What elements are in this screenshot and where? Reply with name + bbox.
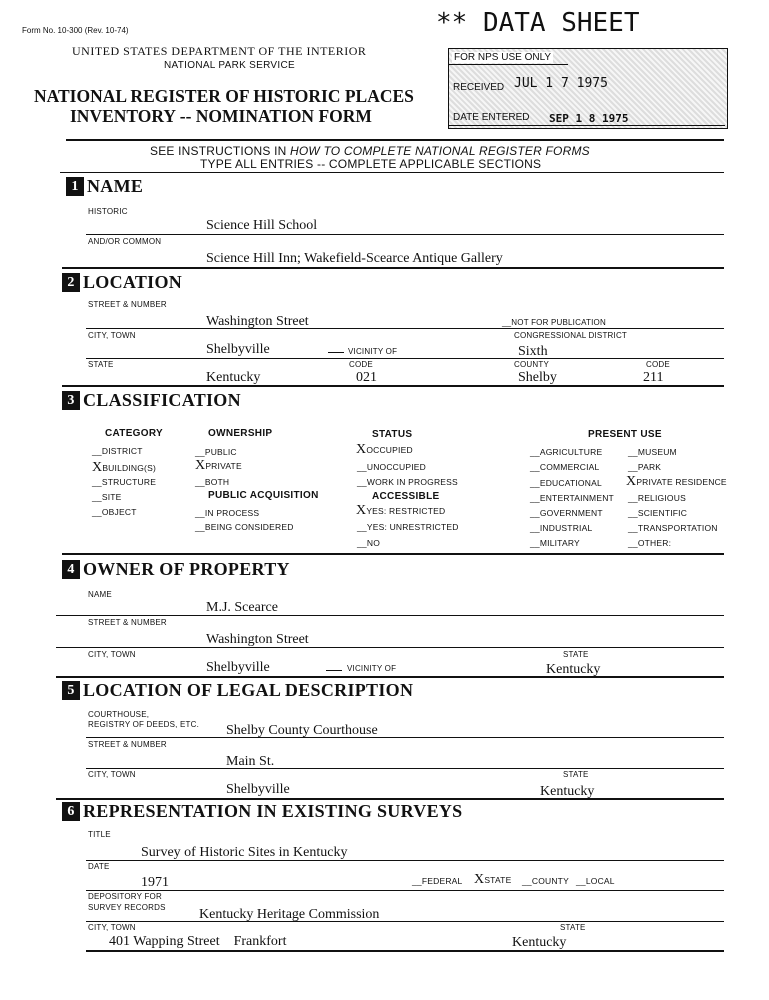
category-buildings[interactable]: XBUILDING(S) — [92, 460, 156, 475]
use-religious[interactable]: __RELIGIOUS — [628, 493, 686, 503]
use-educational[interactable]: __EDUCATIONAL — [530, 478, 602, 488]
private-residence-checkmark: X — [626, 474, 637, 489]
code-label: CODE — [349, 360, 373, 369]
owner-vicinity-label: VICINITY OF — [347, 664, 397, 673]
owner-state-label: STATE — [563, 650, 589, 659]
owner-vicinity-blank — [326, 660, 342, 671]
city-label: CITY, TOWN — [88, 331, 136, 340]
present-use-heading: PRESENT USE — [588, 429, 662, 440]
header-divider — [66, 139, 724, 141]
received-date: JUL 1 7 1975 — [514, 76, 608, 91]
use-industrial[interactable]: __INDUSTRIAL — [530, 523, 593, 533]
owner-street-label: STREET & NUMBER — [88, 618, 167, 627]
owner-name-label: NAME — [88, 590, 112, 599]
private-checkmark: X — [195, 458, 206, 473]
instructions-divider — [60, 172, 724, 173]
status-unoccupied[interactable]: __UNOCCUPIED — [357, 462, 426, 472]
county-label: COUNTY — [514, 360, 549, 369]
form-number: Form No. 10-300 (Rev. 10-74) — [22, 26, 129, 35]
accessible-unrestricted[interactable]: __YES: UNRESTRICTED — [357, 522, 459, 532]
county-value: Shelby — [518, 370, 557, 385]
survey-county[interactable]: __COUNTY — [522, 876, 569, 886]
status-heading: STATUS — [372, 429, 413, 440]
county-code-label: CODE — [646, 360, 670, 369]
status-occupied[interactable]: XOCCUPIED — [356, 442, 413, 457]
accessible-no[interactable]: __NO — [357, 538, 381, 548]
category-structure[interactable]: __STRUCTURE — [92, 477, 157, 487]
ownership-both[interactable]: __BOTH — [195, 477, 230, 487]
use-military[interactable]: __MILITARY — [530, 538, 580, 548]
county-code-value: 211 — [643, 370, 664, 385]
street-label: STREET & NUMBER — [88, 300, 167, 309]
restricted-checkmark: X — [356, 503, 367, 518]
legal-street-label: STREET & NUMBER — [88, 740, 167, 749]
street-value: Washington Street — [206, 314, 309, 329]
survey-date-label: DATE — [88, 862, 110, 871]
state-value: Kentucky — [206, 370, 261, 385]
use-commercial[interactable]: __COMMERCIAL — [530, 462, 600, 472]
registry-label: REGISTRY OF DEEDS, ETC. — [88, 720, 199, 729]
section-3-heading: 3 CLASSIFICATION — [62, 390, 241, 411]
use-other[interactable]: __OTHER: — [628, 538, 672, 548]
depository-label-2: SURVEY RECORDS — [88, 903, 166, 912]
ownership-private[interactable]: XPRIVATE — [195, 458, 242, 473]
section-5-divider — [56, 798, 724, 800]
state-checkmark: X — [474, 872, 485, 887]
legal-city-label: CITY, TOWN — [88, 770, 136, 779]
survey-state-label: STATE — [560, 923, 586, 932]
owner-city-label: CITY, TOWN — [88, 650, 136, 659]
legal-state-value: Kentucky — [540, 784, 595, 799]
vicinity-label: VICINITY OF — [348, 347, 398, 356]
nps-divider — [448, 64, 568, 65]
congressional-value: Sixth — [518, 344, 548, 359]
section-1-divider — [62, 267, 724, 269]
survey-local[interactable]: __LOCAL — [576, 876, 615, 886]
section-6-heading: 6 REPRESENTATION IN EXISTING SURVEYS — [62, 801, 463, 822]
instructions-line1: SEE INSTRUCTIONS IN HOW TO COMPLETE NATIONAL REGISTER FORMS — [150, 144, 590, 158]
survey-date-line — [86, 890, 724, 891]
legal-street-value: Main St. — [226, 754, 275, 769]
department-name: UNITED STATES DEPARTMENT OF THE INTERIOR — [72, 44, 367, 58]
ownership-heading: OWNERSHIP — [208, 428, 273, 439]
nps-use-label: FOR NPS USE ONLY — [454, 52, 552, 63]
survey-city-label: CITY, TOWN — [88, 923, 136, 932]
use-transportation[interactable]: __TRANSPORTATION — [628, 523, 718, 533]
acquisition-in-process[interactable]: __IN PROCESS — [195, 508, 260, 518]
depository-value: Kentucky Heritage Commission — [199, 907, 380, 922]
legal-city-value: Shelbyville — [226, 782, 290, 797]
owner-street-value: Washington Street — [206, 632, 309, 647]
owner-state-value: Kentucky — [546, 662, 601, 677]
use-agriculture[interactable]: __AGRICULTURE — [530, 447, 603, 457]
courthouse-line — [86, 737, 724, 738]
state-code-value: 021 — [356, 370, 377, 385]
survey-federal[interactable]: __FEDERAL — [412, 876, 463, 886]
section-4-divider — [56, 676, 724, 678]
survey-title-value: Survey of Historic Sites in Kentucky — [141, 845, 348, 860]
use-government[interactable]: __GOVERNMENT — [530, 508, 603, 518]
section-1-heading: 1 NAME — [66, 176, 143, 197]
status-work-in-progress[interactable]: __WORK IN PROGRESS — [357, 477, 458, 487]
depository-line — [86, 921, 724, 922]
category-site[interactable]: __SITE — [92, 492, 122, 502]
owner-name-value: M.J. Scearce — [206, 600, 278, 615]
state-label: STATE — [88, 360, 114, 369]
survey-title-label: TITLE — [88, 830, 111, 839]
depository-label-1: DEPOSITORY FOR — [88, 892, 162, 901]
congressional-label: CONGRESSIONAL DISTRICT — [514, 331, 628, 340]
survey-state-value: Kentucky — [512, 935, 567, 950]
buildings-checkmark: X — [92, 460, 103, 475]
category-object[interactable]: __OBJECT — [92, 507, 137, 517]
city-line — [86, 358, 724, 359]
acquisition-being-considered[interactable]: __BEING CONSIDERED — [195, 522, 294, 532]
owner-name-line — [56, 615, 724, 616]
section-5-heading: 5 LOCATION OF LEGAL DESCRIPTION — [62, 680, 413, 701]
date-entered-label: DATE ENTERED — [453, 112, 530, 123]
date-entered-value: SEP 1 8 1975 — [549, 112, 629, 125]
legal-street-line — [86, 768, 724, 769]
public-acquisition-heading: PUBLIC ACQUISITION — [208, 490, 319, 501]
accessible-heading: ACCESSIBLE — [372, 491, 440, 502]
use-park[interactable]: __PARK — [628, 462, 662, 472]
section-3-divider — [62, 553, 724, 555]
form-title-line1: NATIONAL REGISTER OF HISTORIC PLACES — [34, 86, 414, 106]
use-scientific[interactable]: __SCIENTIFIC — [628, 508, 688, 518]
service-name: NATIONAL PARK SERVICE — [164, 60, 295, 71]
historic-line — [86, 234, 724, 235]
historic-name: Science Hill School — [206, 218, 318, 233]
courthouse-label: COURTHOUSE, — [88, 710, 150, 719]
ownership-public[interactable]: __PUBLIC — [195, 447, 237, 457]
date-entered-line — [449, 125, 725, 126]
not-for-publication: __NOT FOR PUBLICATION — [502, 318, 606, 327]
common-name: Science Hill Inn; Wakefield-Scearce Antique Gallery — [206, 251, 503, 266]
use-entertainment[interactable]: __ENTERTAINMENT — [530, 493, 614, 503]
form-title-line2: INVENTORY -- NOMINATION FORM — [70, 106, 372, 126]
courthouse-value: Shelby County Courthouse — [226, 723, 378, 738]
legal-state-label: STATE — [563, 770, 589, 779]
section-6-divider — [86, 950, 724, 952]
survey-title-line — [86, 860, 724, 861]
category-heading: CATEGORY — [105, 428, 163, 439]
category-district[interactable]: __DISTRICT — [92, 446, 143, 456]
survey-city-value: 401 Wapping Street Frankfort — [109, 934, 287, 949]
instructions-line2: TYPE ALL ENTRIES -- COMPLETE APPLICABLE SECTIONS — [200, 157, 542, 171]
city-value: Shelbyville — [206, 342, 270, 357]
received-label: RECEIVED — [453, 82, 505, 93]
data-sheet-stamp: ** DATA SHEET — [436, 8, 640, 38]
vicinity-blank — [328, 342, 344, 353]
section-2-divider — [62, 385, 724, 387]
use-museum[interactable]: __MUSEUM — [628, 447, 677, 457]
section-2-heading: 2 LOCATION — [62, 272, 182, 293]
section-4-heading: 4 OWNER OF PROPERTY — [62, 559, 290, 580]
historic-label: HISTORIC — [88, 207, 128, 216]
common-label: AND/OR COMMON — [88, 237, 162, 246]
survey-state[interactable]: XSTATE — [474, 872, 512, 887]
occupied-checkmark: X — [356, 442, 367, 457]
survey-date-value: 1971 — [141, 875, 169, 890]
use-private-residence[interactable]: XPRIVATE RESIDENCE — [626, 474, 727, 489]
owner-city-value: Shelbyville — [206, 660, 270, 675]
accessible-restricted[interactable]: XYES: RESTRICTED — [356, 503, 446, 518]
street-line — [86, 328, 724, 329]
owner-street-line — [56, 647, 724, 648]
